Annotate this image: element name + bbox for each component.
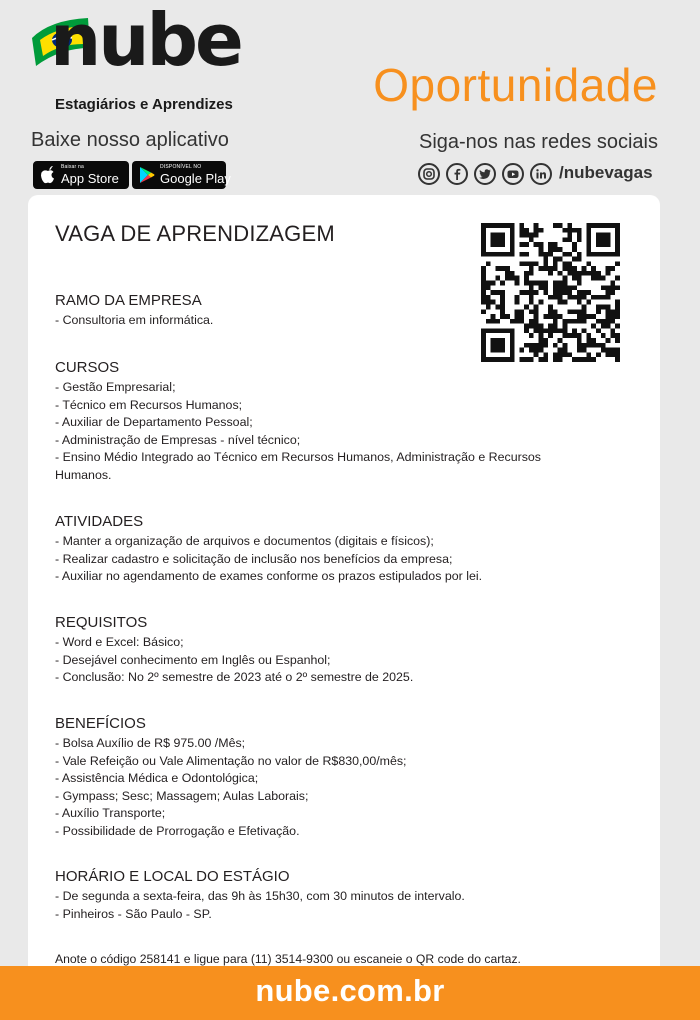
section-title: BENEFÍCIOS xyxy=(55,715,146,732)
instagram-icon[interactable] xyxy=(418,163,440,185)
youtube-icon[interactable] xyxy=(502,163,524,185)
section-requisitos xyxy=(55,614,615,687)
section-title: REQUISITOS xyxy=(55,614,148,631)
section-line: - Ensino Médio Integrado ao Técnico em Recursos Humanos, Administração e Recursos xyxy=(55,450,541,464)
section-line: - Word e Excel: Básico; xyxy=(55,635,184,649)
section-title: ATIVIDADES xyxy=(55,513,144,530)
social-title: Siga-nos nas redes sociais xyxy=(418,131,658,153)
section-cursos xyxy=(55,359,615,484)
section-line: - Auxiliar no agendamento de exames conforme os prazos estipulados por lei. xyxy=(55,569,483,583)
section-title: RAMO DA EMPRESA xyxy=(55,292,202,309)
section-ramo xyxy=(55,292,615,330)
section-line: - Possibilidade de Prorrogação e Efetivação. xyxy=(55,823,300,838)
footer-url-link[interactable]: nube.com.br xyxy=(255,973,445,1008)
section-line: - Manter a organização de arquivos e documentos (digitais e físicos); xyxy=(55,534,434,548)
nube-logo[interactable] xyxy=(30,0,260,120)
logo-wordmark: nube xyxy=(50,0,241,82)
section-line: - Conclusão: No 2º semestre de 2023 até o 2º semestre de 2025. xyxy=(55,670,414,684)
section-line: - De segunda a sexta-feira, das 9h às 15h30, com 30 minutos de intervalo. xyxy=(55,889,465,903)
google-play-button[interactable] xyxy=(132,161,231,189)
headline: Oportunidade xyxy=(373,59,658,111)
posting-title: VAGA DE APRENDIZAGEM xyxy=(55,221,335,246)
section-line: - Consultoria em informática. xyxy=(55,313,214,327)
section-line: - Gestão Empresarial; xyxy=(55,380,176,394)
section-line: - Realizar cadastro e solicitação de inclusão nos benefícios da empresa; xyxy=(55,551,453,566)
section-title: HORÁRIO E LOCAL DO ESTÁGIO xyxy=(55,868,290,885)
section-line: - Bolsa Auxílio de R$ 975.00 /Mês; xyxy=(55,736,246,750)
section-line: - Técnico em Recursos Humanos; xyxy=(55,397,243,412)
section-line: - Auxiliar de Departamento Pessoal; xyxy=(55,415,253,429)
section-line: Humanos. xyxy=(55,467,112,482)
app-store-label: App Store xyxy=(61,171,119,186)
logo-tagline: Estagiários e Aprendizes xyxy=(55,96,233,113)
section-line: - Vale Refeição ou Vale Alimentação no valor de R$830,00/mês; xyxy=(55,753,407,768)
section-line: - Administração de Empresas - nível técnico; xyxy=(55,432,301,447)
apple-icon xyxy=(40,166,56,184)
header xyxy=(0,0,700,195)
section-line: - Auxílio Transporte; xyxy=(55,806,166,820)
google-play-icon xyxy=(139,166,155,184)
section-line: - Gympass; Sesc; Massagem; Aulas Laborais; xyxy=(55,788,309,803)
google-play-label: Google Play xyxy=(160,171,231,186)
section-beneficios xyxy=(55,715,615,840)
linkedin-icon[interactable] xyxy=(530,163,552,185)
google-play-small-label: DISPONÍVEL NO xyxy=(160,164,202,170)
app-download-title: Baixe nosso aplicativo xyxy=(31,129,229,151)
section-line: - Desejável conhecimento em Inglês ou Espanhol; xyxy=(55,652,331,667)
job-posting-card xyxy=(28,195,660,985)
twitter-icon[interactable] xyxy=(474,163,496,185)
section-title: CURSOS xyxy=(55,359,120,376)
section-line: - Pinheiros - São Paulo - SP. xyxy=(55,906,212,921)
app-store-small-label: Baixar na xyxy=(61,164,84,170)
app-store-button[interactable] xyxy=(33,161,129,189)
social-handle[interactable]: /nubevagas xyxy=(559,163,653,182)
section-horario xyxy=(55,868,615,923)
section-line: - Assistência Médica e Odontológica; xyxy=(55,771,259,785)
social-links xyxy=(418,163,663,189)
footer-bar xyxy=(0,966,700,1020)
contact-note: Anote o código 258141 e ligue para (11) 3514-9300 ou escaneie o QR code do cartaz. xyxy=(55,952,521,966)
facebook-icon[interactable] xyxy=(446,163,468,185)
section-atividades xyxy=(55,513,615,586)
